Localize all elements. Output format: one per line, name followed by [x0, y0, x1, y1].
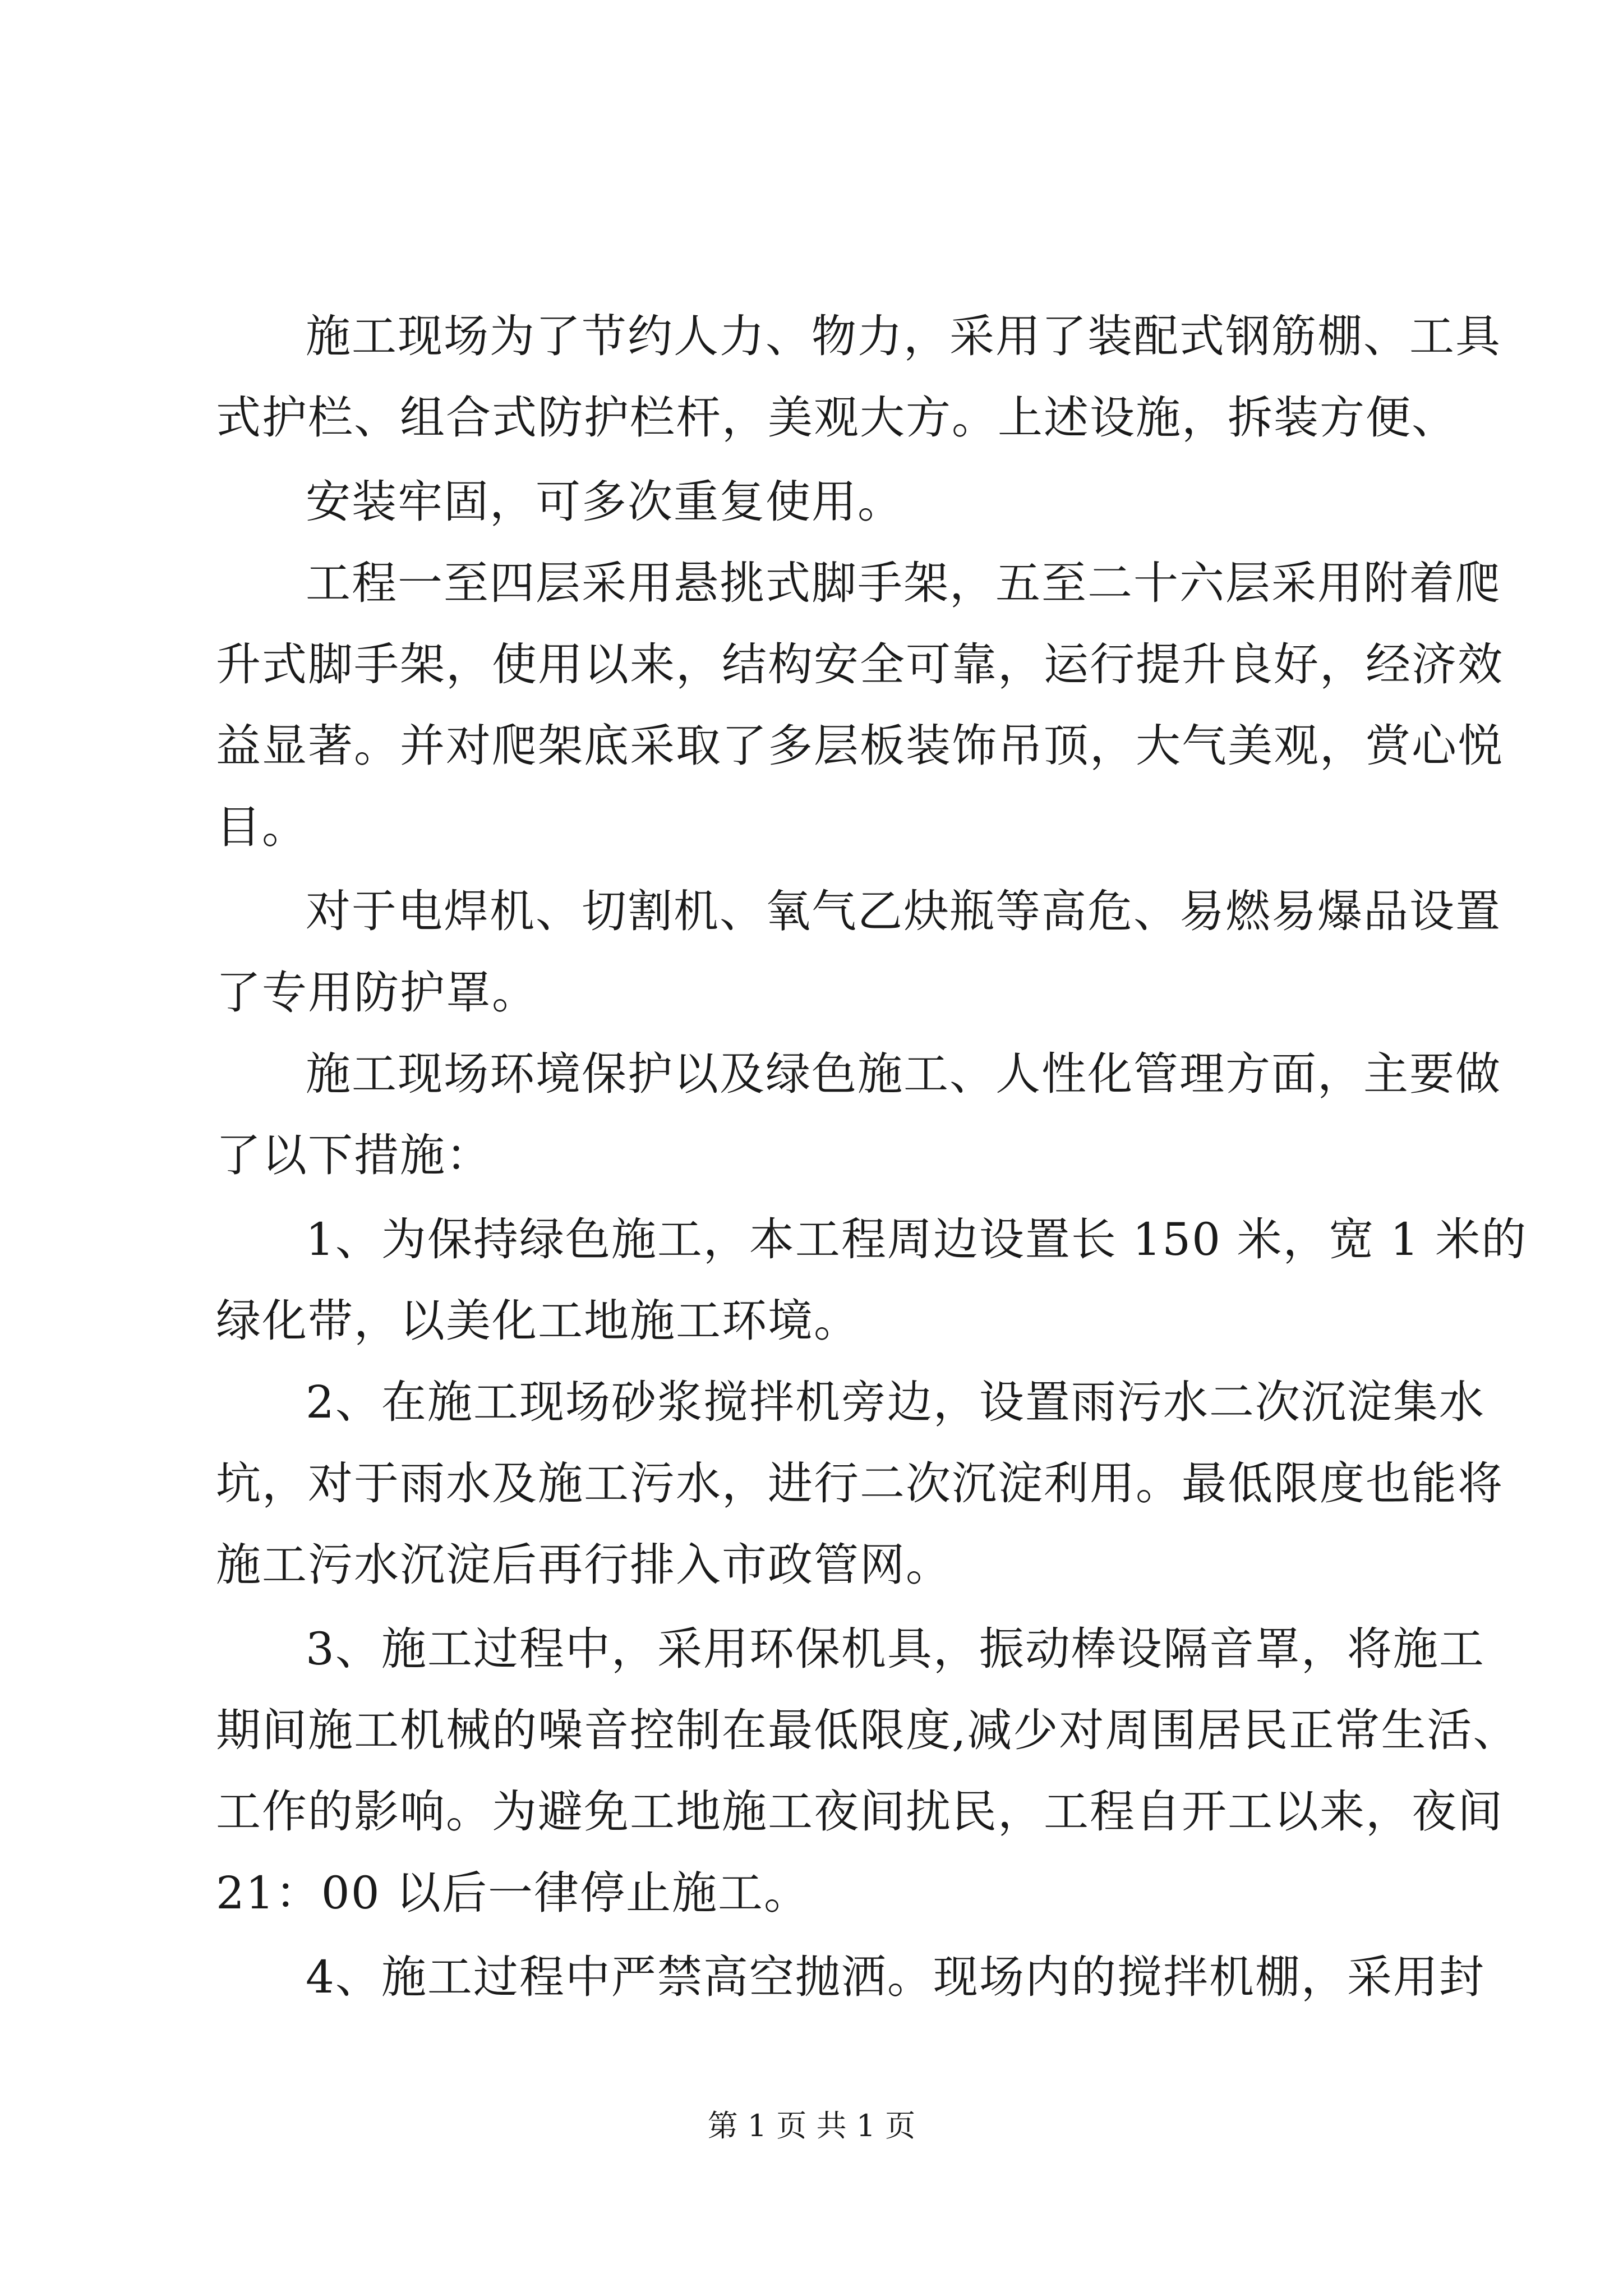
- body-text-line: 式护栏、组合式防护栏杆，美观大方。上述设施，拆装方便、: [216, 392, 1458, 444]
- page-footer: 第 1 页 共 1 页: [707, 2108, 916, 2143]
- body-text-line: 升式脚手架，使用以来，结构安全可靠，运行提升良好，经济效: [216, 638, 1504, 691]
- body-text-line: 安装牢固，可多次重复使用。: [306, 476, 903, 528]
- body-text-line: 施工污水沉淀后再行排入市政管网。: [216, 1539, 952, 1591]
- body-text-line: 绿化带，以美化工地施工环境。: [216, 1295, 860, 1347]
- body-text-line: 目。: [216, 801, 308, 853]
- body-text-line: 工作的影响。为避免工地施工夜间扰民，工程自开工以来，夜间: [216, 1786, 1504, 1838]
- body-text-line: 2、在施工现场砂浆搅拌机旁边，设置雨污水二次沉淀集水: [306, 1376, 1485, 1428]
- body-text-line: 工程一至四层采用悬挑式脚手架，五至二十六层采用附着爬: [306, 557, 1501, 609]
- body-text-line: 了以下措施：: [216, 1129, 492, 1181]
- body-text-line: 施工现场为了节约人力、物力，采用了装配式钢筋棚、工具: [306, 310, 1501, 362]
- body-text-line: 益显著。并对爬架底采取了多层板装饰吊顶，大气美观，赏心悦: [216, 720, 1504, 772]
- body-text-line: 1、为保持绿色施工，本工程周边设置长 150 米，宽 1 米的: [306, 1213, 1528, 1266]
- body-text-line: 坑，对于雨水及施工污水，进行二次沉淀利用。最低限度也能将: [216, 1457, 1504, 1510]
- body-text-line: 了专用防护罩。: [216, 967, 538, 1019]
- body-text-line: 3、施工过程中，采用环保机具，振动棒设隔音罩，将施工: [306, 1623, 1485, 1675]
- body-text-line: 21：00 以后一律停止施工。: [216, 1867, 810, 1919]
- body-text-line: 对于电焊机、切割机、氧气乙炔瓶等高危、易燃易爆品设置: [306, 885, 1501, 937]
- body-text-line: 4、施工过程中严禁高空抛洒。现场内的搅拌机棚，采用封: [306, 1951, 1485, 2003]
- body-text-line: 施工现场环境保护以及绿色施工、人性化管理方面，主要做: [306, 1048, 1501, 1100]
- body-text-line: 期间施工机械的噪音控制在最低限度,减少对周围居民正常生活、: [216, 1704, 1519, 1756]
